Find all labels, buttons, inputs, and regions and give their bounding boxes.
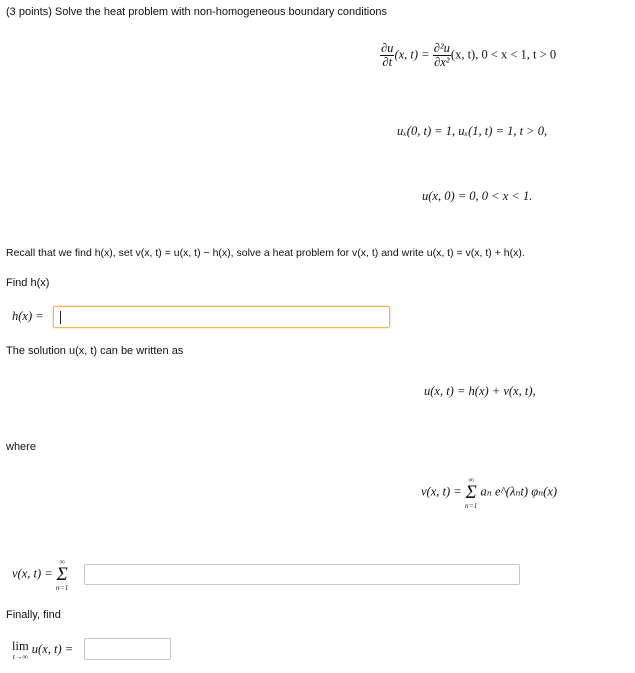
recall-text: Recall that we find h(x), set v(x, t) = u(x, t) − h(x), solve a heat problem for v(x, t) and write u(x, t) = v(x, t) + h(x). <box>6 247 525 259</box>
limit-expr: u(x, t) = <box>31 641 74 656</box>
sum-symbol: ∞ Σ n=1 <box>464 475 478 510</box>
v-input[interactable] <box>84 564 520 585</box>
du-dt-fraction: $\frac{\partial u}{\partial t}$ <box>381 41 394 70</box>
h-input[interactable] <box>53 306 390 328</box>
v-label: v(x, t) = <box>12 566 53 581</box>
pde-equation <box>380 42 556 69</box>
where-text: where <box>6 441 36 453</box>
series-lhs: v(x, t) = <box>421 484 462 499</box>
initial-condition: u(x, 0) = 0, 0 < x < 1. <box>422 189 533 203</box>
h-label: h(x) = <box>12 309 44 323</box>
sum-symbol-2: ∞ Σ n=1 <box>55 557 69 592</box>
limit-input[interactable] <box>84 638 171 660</box>
find-h-text: Find h(x) <box>6 277 50 289</box>
limit-expression <box>12 640 73 660</box>
text-caret <box>60 311 61 324</box>
series-term: aₙ e^(λₙt) φₙ(x) <box>480 484 558 499</box>
v-row <box>12 558 68 591</box>
limit-operator: lim t→∞ <box>12 639 29 661</box>
finally-text: Finally, find <box>6 609 61 621</box>
series-equation <box>421 476 557 509</box>
pde-args-2: (x, t), 0 < x < 1, t > 0 <box>450 47 557 62</box>
solution-equation: u(x, t) = h(x) + v(x, t), <box>424 384 536 398</box>
problem-title: (3 points) Solve the heat problem with non-homogeneous boundary conditions <box>6 6 387 18</box>
boundary-conditions: uₓ(0, t) = 1, uₓ(1, t) = 1, t > 0, <box>397 124 548 138</box>
d2u-dx2-fraction: $\frac{\text{∂²u}}{\text{∂x²}}$ <box>433 41 450 70</box>
pde-args-1: (x, t) = <box>394 47 430 62</box>
solution-text: The solution u(x, t) can be written as <box>6 345 184 357</box>
